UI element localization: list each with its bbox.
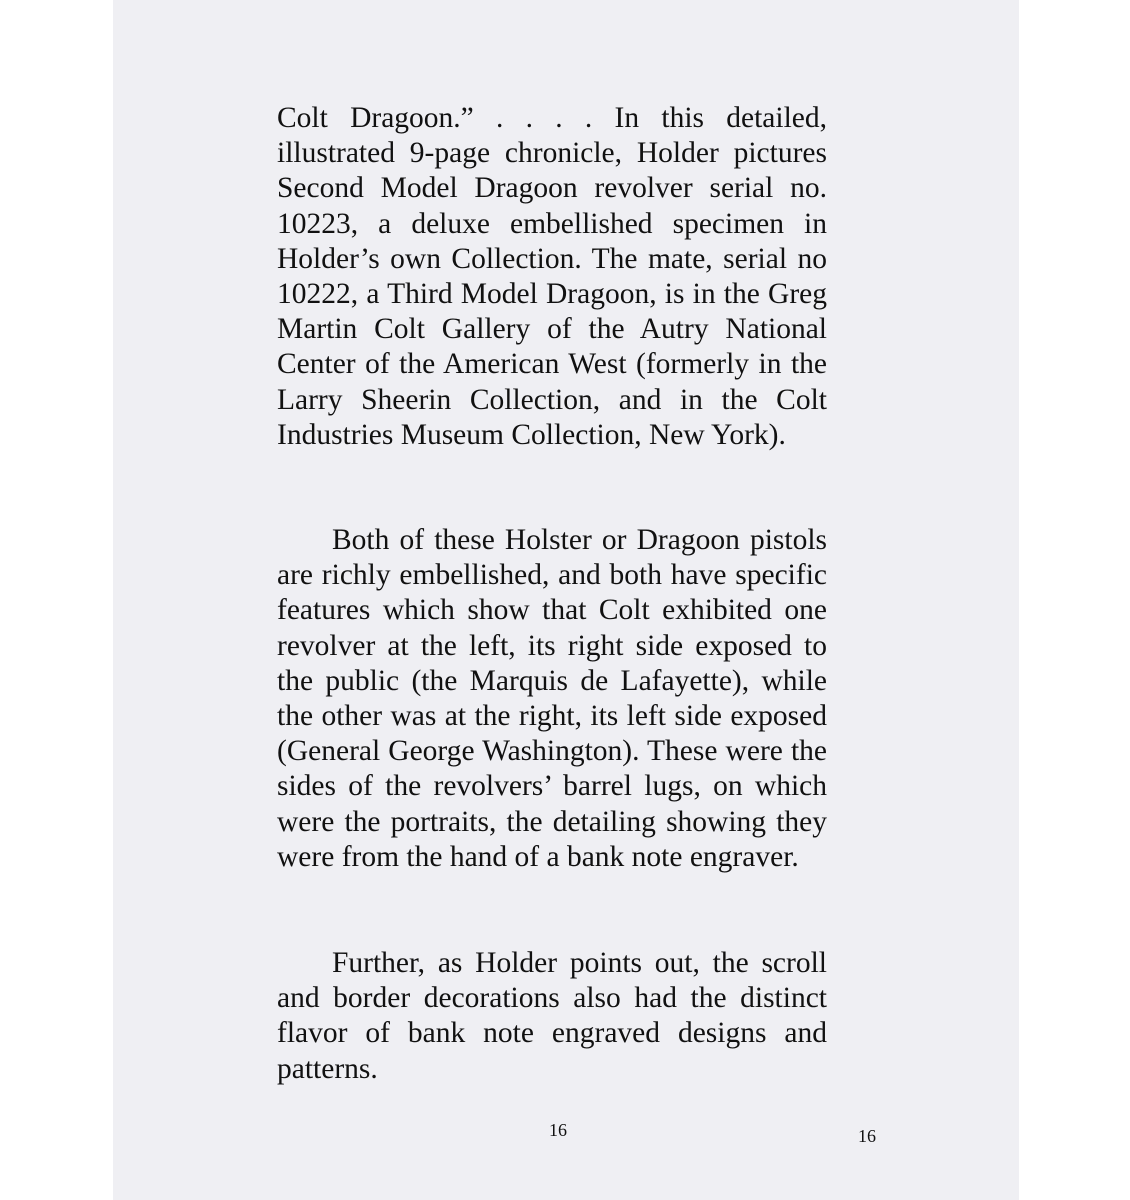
paragraph-3: Further, as Holder points out, the scroll and border decorations also had the distinct flavor of bank note engraved designs and patterns.: [277, 947, 827, 1085]
document-page: [113, 0, 1019, 1200]
page-number: 16: [549, 1120, 567, 1140]
page-number-corner: 16: [858, 1126, 876, 1146]
paragraph-2: Both of these Holster or Dragoon pistols are richly embellished, and both have specific features which show that Colt exhibited one revolver at the left, its right side exposed to the public (the Marquis de Lafayette), while the other was at the right, its left side exposed (General George Washington). These were the sides of the revolvers’ barrel lugs, on which were the portraits, the detailing showing they were from the hand of a bank note engraver.: [277, 524, 827, 873]
paragraph-1: Colt Dragoon.” . . . . In this detailed, illustrated 9-page chronicle, Holder pictures Second Model Dragoon revolver serial no. 10223, a deluxe embellished specimen in Holder’s own Collection. The mate, serial no 10222, a Third Model Dragoon, is in the Greg Martin Colt Gallery of the Autry National Center of the American West (formerly in the Larry Sheerin Collection, and in the Colt Industries Museum Collection, New York).: [277, 102, 827, 451]
